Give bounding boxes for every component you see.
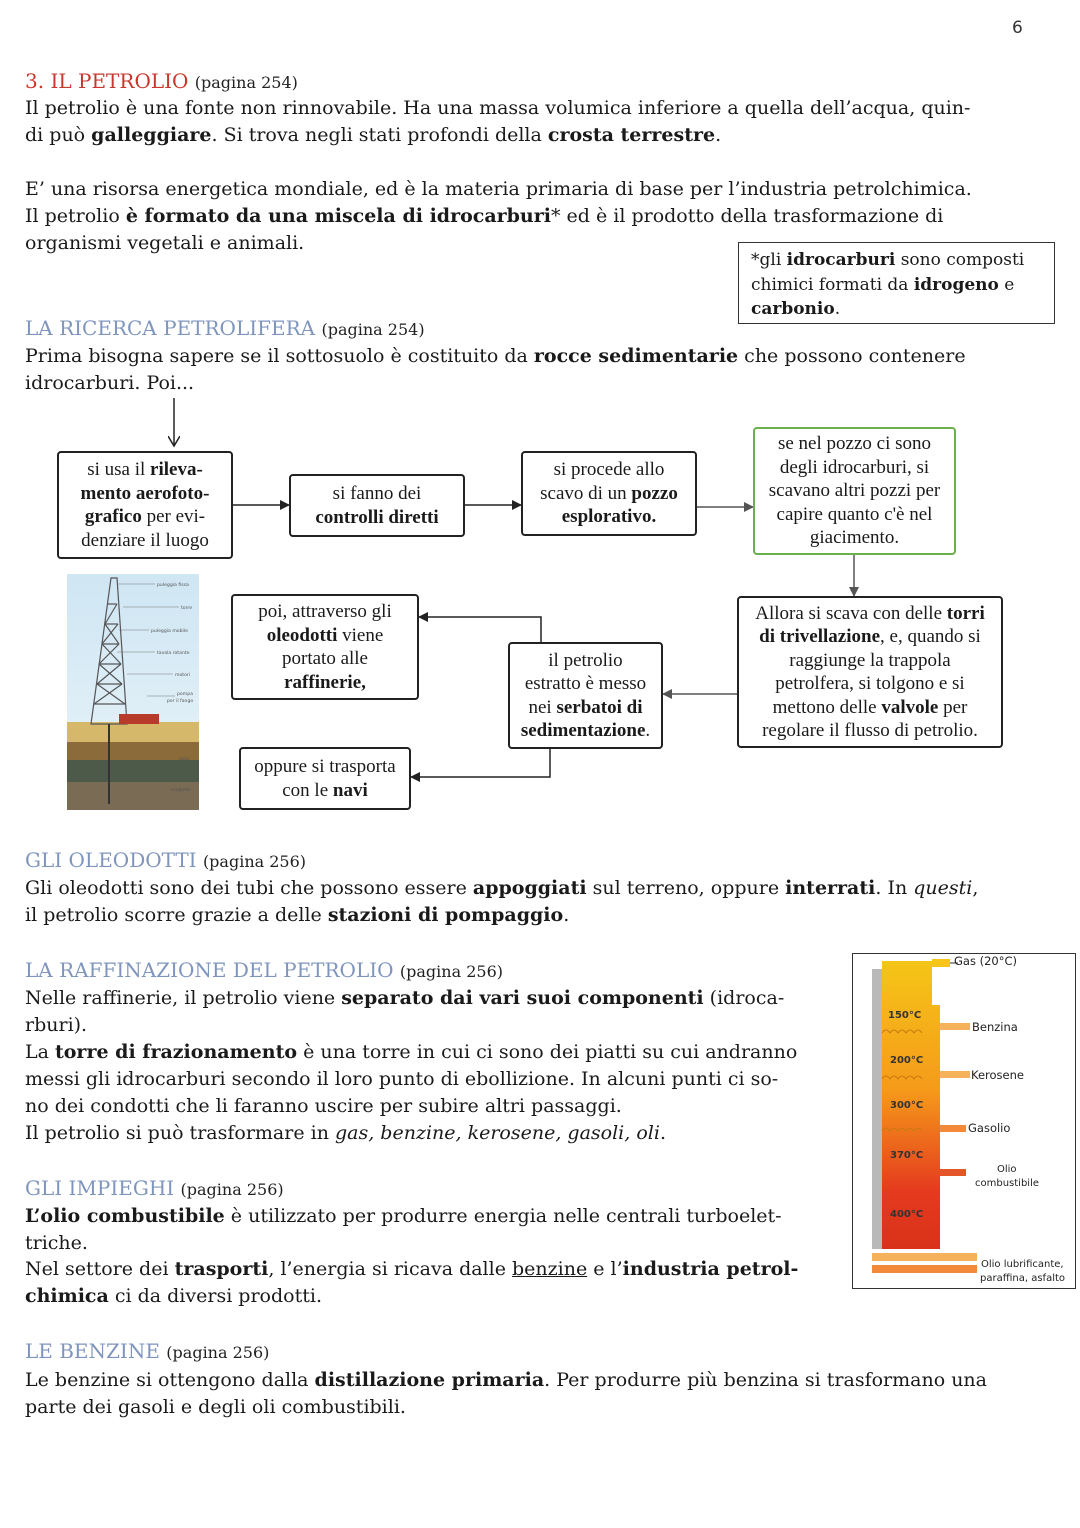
- paragraph-line: [25, 985, 784, 1012]
- text: raggiunge la trappola: [789, 649, 951, 671]
- text: .: [834, 299, 841, 319]
- label-mud: per il fango: [167, 699, 194, 704]
- pipe-kerosene: [940, 1071, 970, 1078]
- paragraph-line: messi gli idrocarburi secondo il loro punto di ebollizione. In alcuni punti ci so-: [25, 1068, 779, 1090]
- bold-text: mento aerofoto-: [80, 482, 210, 504]
- text: , e, quando si: [880, 626, 981, 647]
- paragraph-line: triche.: [25, 1232, 88, 1254]
- text: e: [998, 274, 1015, 295]
- product-olio: Olio: [997, 1164, 1017, 1175]
- bold-text: oleodotti: [266, 624, 338, 646]
- text: il petrolio: [548, 649, 623, 671]
- bold-text: idrogeno: [913, 274, 999, 295]
- bold-text: carbonio: [751, 299, 835, 319]
- paragraph-line: rburi).: [25, 1014, 88, 1036]
- flow-box-drilling-towers: [737, 596, 1003, 748]
- temp-150: 150°C: [888, 1010, 922, 1021]
- bold-text: torre di frazionamento: [54, 1041, 298, 1063]
- paragraph-line: [25, 1039, 797, 1066]
- text: estratto è messo: [524, 673, 647, 694]
- paragraph-line: [25, 875, 978, 902]
- text: ,: [972, 877, 979, 899]
- text: denziare il luogo: [81, 529, 209, 551]
- pipe-gasolio: [940, 1125, 966, 1132]
- text: .: [659, 1122, 666, 1144]
- bold-text: crosta terrestre: [547, 124, 716, 146]
- text: si usa il: [87, 459, 151, 480]
- flow-box-direct-checks: [289, 474, 465, 537]
- bold-text: navi: [332, 779, 368, 801]
- pipe-gas: [932, 959, 950, 967]
- text: mettono delle: [772, 696, 882, 718]
- temp-400: 400°C: [890, 1209, 924, 1220]
- paragraph-line: no dei condotti che li faranno uscire per subire altri passaggi.: [25, 1095, 622, 1117]
- paragraph-line: organismi vegetali e animali.: [25, 232, 305, 254]
- pipe-olio-combustibile: [940, 1169, 966, 1176]
- text: Il petrolio: [25, 205, 126, 227]
- section-title-impieghi: [25, 1175, 284, 1203]
- bold-text: idrocarburi: [786, 250, 896, 270]
- paragraph-line: E’ una risorsa energetica mondiale, ed è la materia primaria di base per l’industria petrolchimica.: [25, 178, 972, 200]
- title-text: GLI OLEODOTTI: [25, 848, 197, 872]
- flow-box-aerial-survey: [57, 451, 233, 559]
- text: oppure si trasporta: [254, 756, 396, 777]
- text: .: [645, 720, 651, 741]
- bold-text: esplorativo.: [561, 506, 657, 528]
- paragraph-line: idrocarburi. Poi...: [25, 372, 195, 394]
- text: Il petrolio si può trasformare in: [25, 1122, 335, 1144]
- paragraph-line: parte dei gasoli e degli oli combustibili.: [25, 1396, 406, 1418]
- text: , l’energia si ricava dalle: [268, 1258, 512, 1280]
- label-rotary-table: tavola rotante: [157, 651, 190, 656]
- paragraph-line: [25, 1256, 798, 1283]
- deep-layer: [67, 782, 199, 810]
- product-kerosene: Kerosene: [971, 1068, 1024, 1082]
- product-olio-lubrificante: Olio lubrificante,: [981, 1259, 1064, 1270]
- paragraph-line: Il petrolio è una fonte non rinnovabile. Ha una massa volumica inferiore a quella dell’acqua, quin-: [25, 97, 971, 119]
- oil-derrick-illustration: [67, 574, 199, 810]
- text: *gli: [751, 250, 787, 270]
- bold-text: rocce sedimentarie: [533, 345, 739, 367]
- title-text: LA RAFFINAZIONE DEL PETROLIO: [25, 958, 394, 982]
- text: giacimento.: [809, 527, 900, 549]
- title-text: LE BENZINE: [25, 1339, 160, 1363]
- bold-text: rileva-: [150, 459, 203, 480]
- product-gasolio: Gasolio: [968, 1121, 1011, 1135]
- text: se nel pozzo ci sono: [777, 433, 931, 455]
- box-text: [81, 458, 210, 552]
- bold-text: chimica: [25, 1285, 109, 1307]
- product-paraffina-asfalto: paraffina, asfalto: [980, 1273, 1066, 1284]
- temp-300: 300°C: [890, 1100, 924, 1111]
- text: poi, attraverso gli: [258, 601, 392, 622]
- text: sul terreno, oppure: [586, 877, 786, 899]
- tower-side: [872, 969, 882, 1249]
- text: si procede allo: [553, 459, 665, 481]
- bold-text: interrati: [785, 877, 876, 899]
- text: degli idrocarburi, si: [779, 456, 930, 478]
- paragraph-line: [25, 902, 569, 929]
- pipe-bottom: [872, 1265, 977, 1273]
- text: Nelle raffinerie, il petrolio viene: [25, 987, 342, 1009]
- page-ref: (pagina 254): [194, 73, 298, 92]
- fractionation-tower-diagram: [852, 953, 1076, 1289]
- text: per: [938, 696, 968, 718]
- temp-370: 370°C: [890, 1150, 924, 1161]
- text: Gli oleodotti sono dei tubi che possono essere: [25, 877, 473, 899]
- bold-text: pozzo: [631, 482, 678, 504]
- paragraph-line: [25, 1203, 782, 1230]
- bold-text: distillazione primaria: [314, 1369, 545, 1391]
- text: regolare il flusso di petrolio.: [762, 720, 978, 741]
- text: . Per produrre più benzina si trasformano una: [544, 1369, 987, 1391]
- label-bit: scalpello: [171, 788, 192, 793]
- title-text: GLI IMPIEGHI: [25, 1176, 175, 1200]
- label-fixed-pulley: puleggia fissa: [157, 583, 189, 588]
- text: e l’: [587, 1258, 623, 1280]
- text: petrolfera, si tolgono e si: [775, 673, 965, 694]
- bold-text: industria petrol-: [622, 1258, 799, 1280]
- product-benzina: Benzina: [972, 1020, 1018, 1034]
- text: .: [563, 904, 570, 926]
- page-number: 6: [1012, 18, 1023, 38]
- flow-box-pipelines: [231, 594, 419, 700]
- paragraph-line: [25, 1283, 322, 1310]
- flow-box-more-wells: [753, 427, 956, 555]
- text: . In: [875, 877, 914, 899]
- bold-text: grafico: [84, 506, 142, 527]
- label-moving-pulley: puleggia mobile: [151, 629, 188, 634]
- title-text: LA RICERCA PETROLIFERA: [25, 316, 316, 340]
- underlined-text: benzine: [512, 1258, 588, 1280]
- bold-text: serbatoi di: [556, 696, 643, 718]
- box-text: [254, 755, 395, 802]
- text: portato alle: [282, 648, 368, 669]
- label-tower: torre: [181, 606, 193, 611]
- box-text: [258, 600, 392, 694]
- text: nei: [528, 696, 557, 718]
- temp-200: 200°C: [890, 1055, 924, 1066]
- page-ref: (pagina 256): [399, 962, 503, 981]
- text: ci da diversi prodotti.: [108, 1285, 322, 1307]
- italic-text: questi: [913, 877, 973, 899]
- flow-box-exploratory-well: [521, 451, 697, 536]
- text: di può: [25, 124, 92, 146]
- text: sono composti chimici formati da: [751, 250, 1025, 295]
- title-text: IL PETROLIO: [50, 69, 189, 93]
- text: viene: [337, 624, 384, 646]
- box-text: [540, 458, 678, 529]
- bold-text: controlli diretti: [315, 506, 439, 528]
- pipe-benzina: [940, 1023, 970, 1030]
- text: (idroca-: [703, 987, 785, 1009]
- pump-unit: [119, 714, 159, 724]
- ground-surface: [67, 722, 199, 742]
- page-ref: (pagina 256): [202, 852, 307, 871]
- box-text: [315, 482, 438, 529]
- section-title-raffinazione: [25, 957, 503, 985]
- text: il petrolio scorre grazie a delle: [25, 904, 328, 926]
- text: scavo di un: [540, 482, 632, 504]
- text: è utilizzato per produrre energia nelle centrali turboelet-: [224, 1205, 782, 1227]
- text: Prima bisogna sapere se il sottosuolo è costituito da: [25, 345, 534, 367]
- text: Nel settore dei: [25, 1258, 175, 1280]
- section-title-benzine: [25, 1338, 269, 1366]
- bold-text: L’olio combustibile: [25, 1205, 225, 1227]
- box-text: [755, 602, 985, 743]
- text: è una torre in cui ci sono dei piatti su cui andranno: [297, 1041, 798, 1063]
- bold-text: torri: [946, 602, 985, 624]
- bold-text: valvole: [881, 696, 939, 718]
- text: La: [25, 1041, 55, 1063]
- text: scavano altri pozzi per: [768, 480, 941, 502]
- text: Le benzine si ottengono dalla: [25, 1369, 315, 1391]
- page-ref: (pagina 254): [321, 320, 425, 339]
- italic-text: gas, benzine, kerosene, gasoli, oli: [334, 1122, 660, 1144]
- label-rod: asta: [179, 757, 189, 762]
- product-combustibile: combustibile: [975, 1178, 1040, 1189]
- text: capire quanto c'è nel: [776, 503, 933, 525]
- label-motors: motori: [175, 673, 191, 678]
- bold-text: di trivellazione: [759, 626, 881, 647]
- flow-box-ships: [239, 747, 411, 810]
- bold-text: raffinerie,: [284, 671, 366, 693]
- paragraph-line: [25, 1367, 987, 1394]
- paragraph-line: [25, 1120, 666, 1147]
- bold-text: trasporti: [174, 1258, 269, 1280]
- box-text: [521, 649, 650, 743]
- text: che possono contenere: [738, 345, 966, 367]
- label-pump: pompa: [177, 692, 193, 697]
- flow-box-sedimentation: [508, 642, 663, 749]
- bold-text: stazioni di pompaggio: [327, 904, 564, 926]
- text: con le: [282, 779, 333, 801]
- bold-text: appoggiati: [472, 877, 587, 899]
- title-number: 3.: [25, 69, 45, 93]
- page-ref: (pagina 256): [166, 1343, 270, 1362]
- bold-text: separato dai vari suoi componenti: [341, 987, 704, 1009]
- text: .: [715, 124, 722, 146]
- box-text: [769, 432, 940, 550]
- oil-layer: [67, 760, 199, 782]
- text: * ed è il prodotto della trasformazione di: [550, 205, 944, 227]
- product-gas: Gas (20°C): [954, 954, 1017, 968]
- text: per evi-: [141, 506, 206, 527]
- pipe-lubricants: [872, 1253, 977, 1261]
- text: Allora si scava con delle: [755, 602, 947, 624]
- text: . Si trova negli stati profondi della: [211, 124, 548, 146]
- bold-text: sedimentazione: [520, 720, 646, 741]
- bold-text: galleggiare: [91, 124, 212, 146]
- section-title-oleodotti: [25, 847, 306, 875]
- page-ref: (pagina 256): [180, 1180, 284, 1199]
- bold-text: è formato da una miscela di idrocarburi: [125, 205, 551, 227]
- text: si fanno dei: [332, 483, 422, 504]
